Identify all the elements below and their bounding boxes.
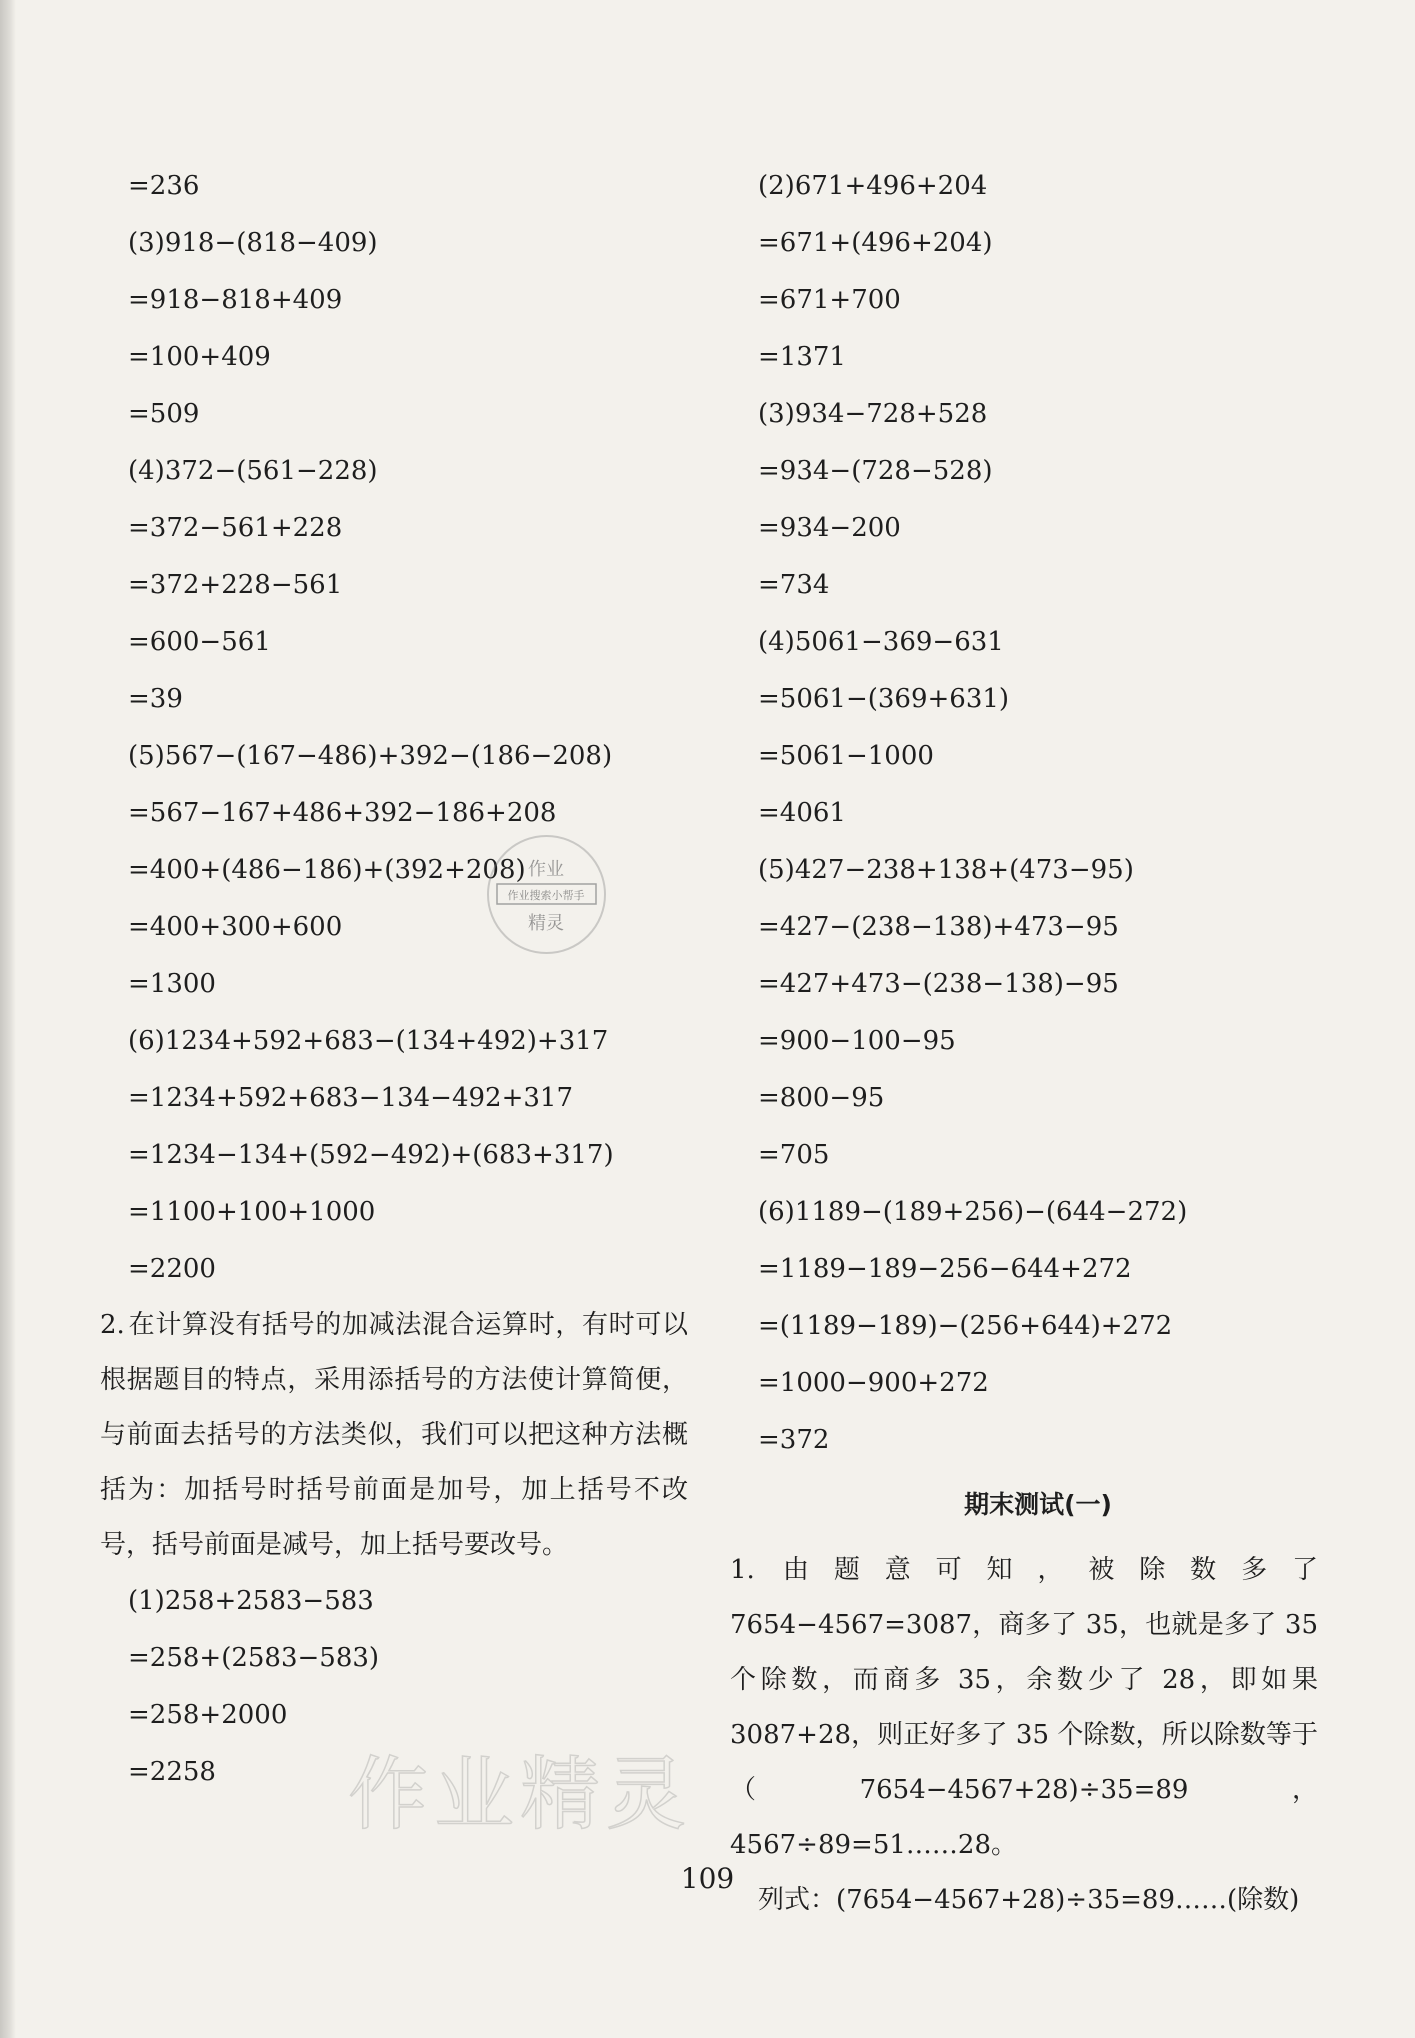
math-line: (1)258+2583−583	[128, 1586, 374, 1616]
math-line: =600−561	[128, 627, 271, 657]
section-title: 期末测试(一)	[964, 1490, 1112, 1519]
item-number: 1.	[730, 1555, 755, 1585]
math-line: =372−561+228	[128, 513, 343, 543]
math-line: (5)427−238+138+(473−95)	[758, 855, 1134, 885]
math-line: =734	[758, 570, 830, 600]
math-line: =918−818+409	[128, 285, 343, 315]
math-line: =372+228−561	[128, 570, 343, 600]
math-line: =1189−189−256−644+272	[758, 1254, 1132, 1284]
math-line: =427−(238−138)+473−95	[758, 912, 1119, 942]
math-line: =5061−1000	[758, 741, 934, 771]
math-line: =671+(496+204)	[758, 228, 993, 258]
math-line: (5)567−(167−486)+392−(186−208)	[128, 741, 613, 771]
math-line: =509	[128, 399, 200, 429]
math-line: =100+409	[128, 342, 271, 372]
item-2-paragraph	[100, 1298, 688, 1573]
math-line: =427+473−(238−138)−95	[758, 969, 1119, 999]
stamp-middle-text: 作业搜索小帮手	[507, 889, 585, 902]
math-line: =400+300+600	[128, 912, 343, 942]
math-line: =400+(486−186)+(392+208)	[128, 855, 526, 885]
item-2-text: 在计算没有括号的加减法混合运算时，有时可以根据题目的特点，采用添括号的方法使计算简便，与前面去括号的方法类似，我们可以把这种方法概括为：加括号时括号前面是加号，加上括号不改号，括号前面是减号，加上括号要改号。	[100, 1310, 688, 1560]
page-number: 109	[680, 1862, 735, 1895]
math-line: =934−(728−528)	[758, 456, 993, 486]
math-line: =2258	[128, 1757, 216, 1787]
math-line: =4061	[758, 798, 846, 828]
math-line: =236	[128, 171, 200, 201]
stamp-icon	[489, 837, 604, 952]
math-line: =258+(2583−583)	[128, 1643, 380, 1673]
math-line: (2)671+496+204	[758, 171, 988, 201]
math-line: =900−100−95	[758, 1026, 956, 1056]
math-line: =705	[758, 1140, 830, 1170]
math-line: (4)5061−369−631	[758, 627, 1004, 657]
math-line: =1234−134+(592−492)+(683+317)	[128, 1140, 614, 1170]
left-column	[100, 158, 688, 1801]
math-line: =5061−(369+631)	[758, 684, 1010, 714]
math-line: =(1189−189)−(256+644)+272	[758, 1311, 1173, 1341]
math-line: =800−95	[758, 1083, 885, 1113]
math-line: (3)918−(818−409)	[128, 228, 378, 258]
math-line: =372	[758, 1425, 830, 1455]
watermark-text: 作业精灵	[348, 1748, 692, 1841]
math-line: =1234+592+683−134−492+317	[128, 1083, 574, 1113]
math-line: =671+700	[758, 285, 901, 315]
math-line: =1300	[128, 969, 216, 999]
right-column	[730, 158, 1318, 1928]
math-line: (3)934−728+528	[758, 399, 988, 429]
stamp-bottom-text: 精灵	[528, 913, 564, 934]
math-line: =39	[128, 684, 183, 714]
math-line: =258+2000	[128, 1700, 288, 1730]
watermark-stamp-logo	[487, 835, 606, 954]
math-line: (6)1189−(189+256)−(644−272)	[758, 1197, 1188, 1227]
math-line: =1000−900+272	[758, 1368, 989, 1398]
math-line: =2200	[128, 1254, 216, 1284]
math-line: (4)372−(561−228)	[128, 456, 378, 486]
stamp-top-text: 作业	[528, 859, 564, 880]
math-line: =934−200	[758, 513, 901, 543]
item-1-text: 由题意可知，被除数多了 7654−4567=3087，商多了 35，也就是多了 35 个除数，而商多 35，余数少了 28，即如果 3087+28，则正好多了 35 个除数，所以除数等于（7654−4567+28)÷35=89，4567÷89=51……28。	[730, 1555, 1318, 1860]
page-edge	[0, 0, 16, 2038]
item-number: 2.	[100, 1310, 125, 1340]
math-line: =1371	[758, 342, 846, 372]
math-line: =1100+100+1000	[128, 1197, 376, 1227]
math-line: =567−167+486+392−186+208	[128, 798, 557, 828]
item-1-formula: 列式：(7654−4567+28)÷35=89……(除数)	[758, 1885, 1300, 1915]
math-line: (6)1234+592+683−(134+492)+317	[128, 1026, 609, 1056]
